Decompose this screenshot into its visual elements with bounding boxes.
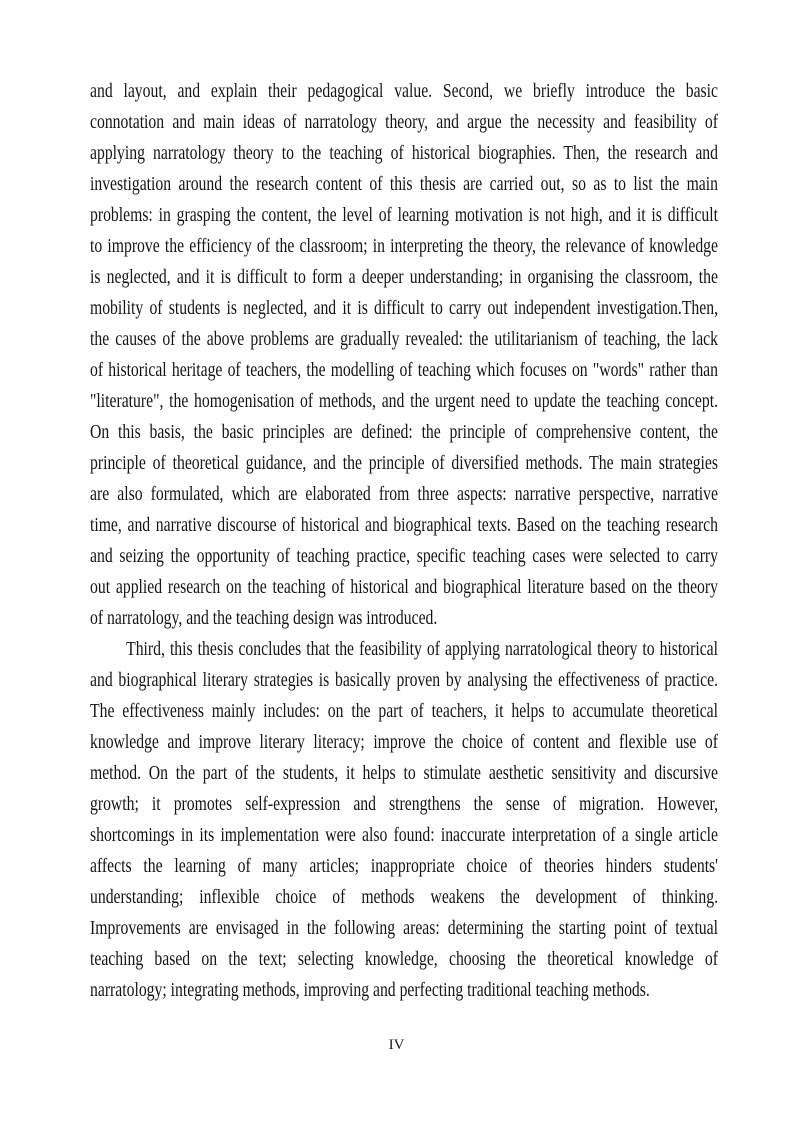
text-line: the causes of the above problems are gradually revealed: the utilitarianism of teaching, the lack bbox=[90, 328, 718, 350]
text-line: knowledge and improve literary literacy; improve the choice of content and flexible use of bbox=[90, 731, 718, 753]
text-line: mobility of students is neglected, and it is difficult to carry out independent investigation.Then, bbox=[90, 297, 718, 319]
text-line: "literature", the homogenisation of methods, and the urgent need to update the teaching concept. bbox=[90, 390, 718, 412]
text-line: affects the learning of many articles; inappropriate choice of theories hinders students' bbox=[90, 855, 718, 877]
text-line: investigation around the research content of this thesis are carried out, so as to list the main bbox=[90, 173, 718, 195]
text-line: of historical heritage of teachers, the modelling of teaching which focuses on "words" rather than bbox=[90, 359, 718, 381]
text-line: On this basis, the basic principles are defined: the principle of comprehensive content, the bbox=[90, 421, 718, 443]
text-line: out applied research on the teaching of historical and biographical literature based on the theory bbox=[90, 576, 718, 598]
text-line: and seizing the opportunity of teaching practice, specific teaching cases were selected to carry bbox=[90, 545, 718, 567]
text-line: is neglected, and it is difficult to form a deeper understanding; in organising the classroom, the bbox=[90, 266, 718, 288]
text-line: principle of theoretical guidance, and the principle of diversified methods. The main strategies bbox=[90, 452, 718, 474]
text-line: to improve the efficiency of the classroom; in interpreting the theory, the relevance of knowledge bbox=[90, 235, 718, 257]
text-line: are also formulated, which are elaborated from three aspects: narrative perspective, narrative bbox=[90, 483, 718, 505]
text-line: of narratology, and the teaching design was introduced. bbox=[90, 607, 438, 629]
text-line: Third, this thesis concludes that the feasibility of applying narratological theory to historical bbox=[126, 638, 719, 660]
page-number: IV bbox=[388, 1037, 405, 1053]
text-line: understanding; inflexible choice of methods weakens the development of thinking. bbox=[90, 886, 718, 908]
text-line: method. On the part of the students, it helps to stimulate aesthetic sensitivity and discursive bbox=[90, 762, 718, 784]
text-line: The effectiveness mainly includes: on the part of teachers, it helps to accumulate theoretical bbox=[90, 700, 718, 722]
text-line: connotation and main ideas of narratology theory, and argue the necessity and feasibility of bbox=[90, 111, 718, 133]
text-line: teaching based on the text; selecting knowledge, choosing the theoretical knowledge of bbox=[90, 948, 718, 970]
abstract-body-text bbox=[90, 76, 718, 1006]
text-line: time, and narrative discourse of historical and biographical texts. Based on the teaching research bbox=[90, 514, 718, 536]
text-line: and layout, and explain their pedagogical value. Second, we briefly introduce the basic bbox=[90, 80, 718, 102]
text-line: narratology; integrating methods, improving and perfecting traditional teaching methods. bbox=[90, 979, 650, 1001]
text-line: shortcomings in its implementation were also found: inaccurate interpretation of a single article bbox=[90, 824, 718, 846]
text-line: applying narratology theory to the teaching of historical biographies. Then, the research and bbox=[90, 142, 718, 164]
text-line: problems: in grasping the content, the level of learning motivation is not high, and it is difficult bbox=[90, 204, 718, 226]
text-line: growth; it promotes self-expression and strengthens the sense of migration. However, bbox=[90, 793, 718, 815]
text-line: Improvements are envisaged in the following areas: determining the starting point of textual bbox=[90, 917, 718, 939]
text-line: and biographical literary strategies is basically proven by analysing the effectiveness of practice. bbox=[90, 669, 718, 691]
